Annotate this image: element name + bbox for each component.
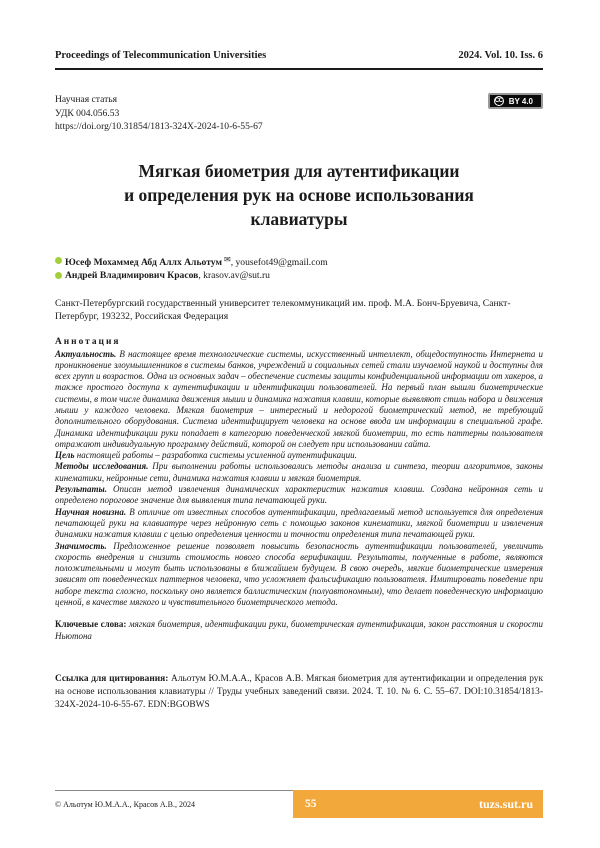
abstract-paragraph bbox=[55, 461, 543, 484]
cc-license-badge[interactable] bbox=[488, 93, 543, 109]
citation-text: Альотум Ю.М.А.А., Красов А.В. Мягкая биометрия для аутентификации и определения рук на основе использования клавиатуры // Труды учебных заведений связи. 2024. Т. 10. № 6. С. 55–67. DOI:10.31854/1813-324X-2024-10-6-55-67. EDN:BGOBWS bbox=[55, 673, 543, 710]
keywords-text: мягкая биометрия, идентификации руки, биометрическая аутентификация, закон расстояния и скорости Ньютона bbox=[55, 619, 543, 641]
author-separator: , bbox=[198, 270, 204, 281]
page-number: 55 bbox=[305, 798, 317, 810]
issue-info: 2024. Vol. 10. Iss. 6 bbox=[458, 50, 543, 61]
author-name: Юсеф Мохаммед Абд Аллх Альотум bbox=[65, 256, 222, 268]
udc-code: УДК 004.056.53 bbox=[55, 107, 120, 119]
abstract-text: В отличие от известных способов аутентификации, предлагаемый метод используется для определения печатающей руки на клавиатуре через нейронную сеть с помощью законов кинематики, мягкой биометрии и извлечения динамики нажатия клавиш с целью определения ценности и точности определения типа печатающей руки. bbox=[55, 506, 544, 540]
cc-icon: CC bbox=[494, 98, 503, 104]
abstract-label: Актуальность. bbox=[55, 348, 117, 359]
abstract-label: Значимость. bbox=[55, 540, 107, 551]
cc-license-label: BY 4.0 bbox=[508, 96, 533, 106]
author-email[interactable]: krasov.av@sut.ru bbox=[203, 270, 270, 281]
abstract-heading: Аннотация bbox=[55, 336, 121, 347]
page-footer bbox=[55, 790, 543, 818]
corresponding-email-icon[interactable]: ✉ bbox=[223, 254, 231, 264]
affiliation: Санкт-Петербургский государственный университет телекоммуникаций им. проф. М.А. Бонч-Бруевича, Санкт-Петербург, 193232, Российская Федерация bbox=[55, 297, 511, 322]
abstract-label: Методы исследования. bbox=[55, 461, 149, 472]
author-row bbox=[55, 269, 543, 283]
keywords bbox=[55, 619, 543, 642]
citation-label: Ссылка для цитирования: bbox=[55, 673, 169, 684]
abstract-text: Описан метод извлечения динамических характеристик нажатия клавиш. Создана нейронная сеть и определено пороговое значение для выявления типа печатающей руки. bbox=[55, 484, 543, 506]
title-line-3: клавиатуры bbox=[250, 208, 348, 229]
citation bbox=[55, 673, 543, 712]
abstract-label: Результаты. bbox=[55, 484, 107, 495]
abstract-paragraph bbox=[55, 484, 543, 507]
abstract-text: В настоящее время технологические системы, искусственный интеллект, общедоступность Интернета и проникновение злоумышленников в системы банков, учреждений и социальных сетей стали изучаемой наукой и доступны для всех групп и возрастов. Одна из основных задач – обеспечение системы защиты конфиденциальной информации от хакеров, а также простого доступа к аутентификации и идентификации пользователей. На первый план вышли биометрические системы, в том числе динамика движения мыши и динамика нажатия клавиш, которые выявляют стиль набора и движения мыши у каждого человека. Мягкая биометрия – интересный и недорогой биометрический метод, не требующий дополнительного оборудования. Система идентифицирует человека на основе ввода им информации в специальной графе. Динамика идентификации руки попадает в категорию поведенческой мягкой биометрии, то есть паттерны пользователя отражают индивидуальную программу действий, которой он следует при использовании сайта. bbox=[55, 348, 544, 449]
abstract-paragraph bbox=[55, 541, 543, 609]
author-name: Андрей Владимирович Красов bbox=[65, 270, 199, 281]
title-line-2: и определения рук на основе использования bbox=[124, 184, 474, 205]
author-separator: , bbox=[230, 256, 236, 268]
abstract-text: При выполнении работы использовались методы анализа и синтеза, теории алгоритмов, законы кинематики, нейронные сети, динамика нажатия клавиш и мягкая биометрия. bbox=[55, 461, 544, 483]
abstract-body bbox=[55, 349, 543, 609]
journal-name: Proceedings of Telecommunication Universities bbox=[55, 50, 267, 61]
title-line-1: Мягкая биометрия для аутентификации bbox=[138, 160, 460, 181]
abstract-paragraph bbox=[55, 507, 543, 541]
copyright: © Альотум Ю.М.А.А., Красов А.В., 2024 bbox=[55, 790, 293, 818]
meta-row bbox=[55, 93, 543, 134]
abstract-text: настоящей работы – разработка системы усиленной аутентификации. bbox=[76, 450, 357, 461]
doi-link[interactable]: https://doi.org/10.31854/1813-324X-2024-10-6-55-67 bbox=[55, 121, 263, 132]
orcid-icon[interactable] bbox=[55, 272, 62, 279]
running-head bbox=[55, 50, 543, 70]
abstract-paragraph bbox=[55, 450, 543, 461]
authors-block bbox=[55, 253, 543, 283]
journal-site-link[interactable]: tuzs.sut.ru bbox=[478, 796, 533, 811]
orcid-icon[interactable] bbox=[55, 257, 62, 264]
page-content bbox=[0, 50, 600, 712]
article-meta bbox=[55, 93, 263, 134]
footer-bar bbox=[293, 790, 543, 818]
keywords-label: Ключевые слова: bbox=[55, 619, 127, 630]
article-title bbox=[55, 159, 543, 231]
author-email[interactable]: yousefot49@gmail.com bbox=[235, 256, 328, 268]
article-type: Научная статья bbox=[55, 94, 118, 105]
abstract-label: Цель bbox=[55, 450, 75, 461]
abstract-text: Предложенное решение позволяет повысить безопасность аутентификации пользователей, увеличить скорость внедрения и снизить стоимость нового способа верификации. Результаты, полученные в работе, являются положительными и могут быть использованы в ближайшем будущем. В свою очередь, мягкие биометрические измерения зависят от поведенческих паттернов человека, что усложняет фальсификацию пользователя. Имитировать поведение при наборе текста сложно, поскольку оно является баллистическим (полуавтономным), что делает поведенческую информацию ценной, в качестве мягкого и чувствительного биометрического метода. bbox=[55, 540, 543, 608]
author-row bbox=[55, 253, 543, 270]
abstract-label: Научная новизна. bbox=[55, 506, 127, 517]
abstract-paragraph bbox=[55, 349, 543, 451]
